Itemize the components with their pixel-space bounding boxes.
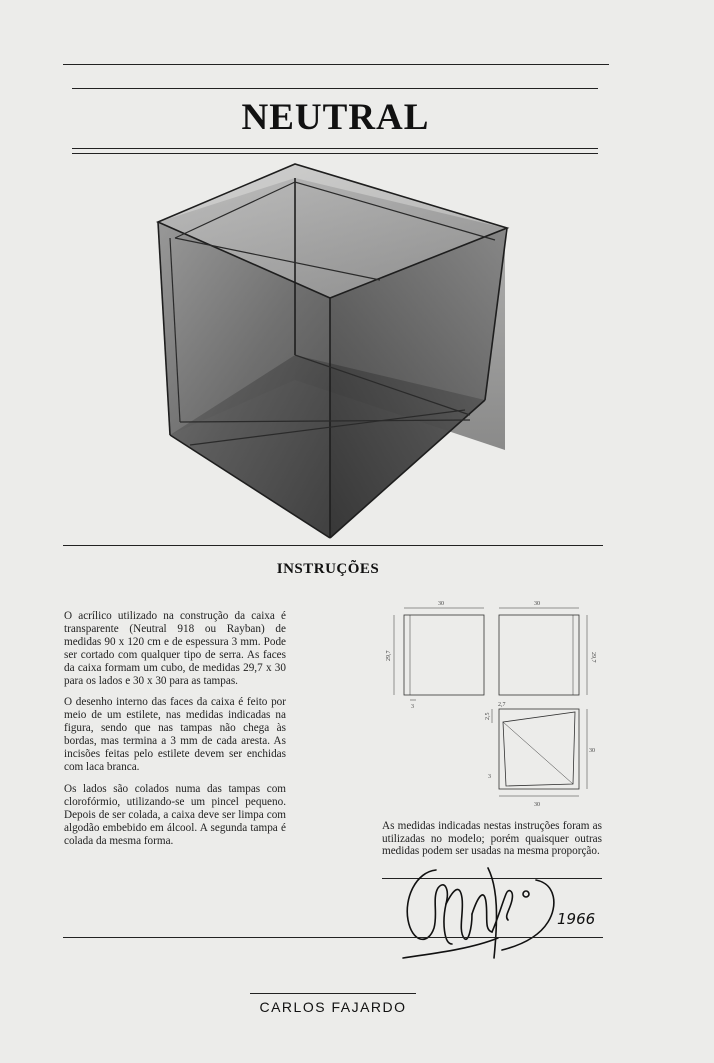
diagram-label-right-height: 29,7: [590, 652, 596, 663]
diagram-label-bottom-left-mark: 3: [411, 704, 414, 710]
diagram-label-top-right-width: 30: [534, 601, 540, 607]
top-rule-1: [63, 64, 609, 65]
author-rule: [250, 993, 416, 994]
diagram-label-left-height: 29,7: [386, 650, 392, 661]
section-rule: [63, 545, 603, 546]
instructions-text: [64, 610, 286, 856]
diagram-label-top-left-width: 30: [438, 601, 444, 607]
instructions-paragraph-2: O desenho interno das faces da caixa é feito por meio de um estilete, nas medidas indicadas na figura, sendo que nas tampas não chega às bordas, mas termina a 3 mm de cada aresta. As incisões feitas pelo estilete devem ser enchidas com laca branca.: [64, 696, 286, 773]
signature-year: 1966: [557, 910, 596, 928]
measurement-note: As medidas indicadas nestas instruções foram as utilizadas no modelo; porém quaisquer outras medidas podem ser usadas na mesma proporção.: [382, 820, 602, 857]
instructions-heading: INSTRUÇÕES: [276, 561, 380, 577]
diagram-label-bottom-square-top-left: 2,7: [498, 702, 506, 708]
page-title: NEUTRAL: [241, 97, 430, 138]
diagram-label-bottom-square-width: 30: [534, 802, 540, 808]
measurement-diagram: [382, 596, 614, 811]
instructions-paragraph-3: Os lados são colados numa das tampas com clorofórmio, utilizando-se um pincel pequeno. Depois de ser colada, a caixa deve ser limpa com algodão embebido em álcool. A segunda tampa é colada da mesma forma.: [64, 782, 286, 847]
top-rule-2: [72, 88, 598, 89]
instructions-paragraph-1: O acrílico utilizado na construção da caixa é transparente (Neutral 918 ou Rayban) de medidas 90 x 120 cm e de espessura 3 mm. Pode ser cortado com qualquer tipo de serra. As faces da caixa formam um cubo, de medidas 29,7 x 30 para os lados e 30 x 30 para as tampas.: [64, 610, 286, 687]
title-rule-1: [72, 148, 598, 149]
diagram-label-bottom-square-right: 30: [589, 748, 595, 754]
diagram-label-bottom-square-left-side: 2,5: [485, 712, 491, 720]
title-rule-2: [72, 153, 598, 154]
acrylic-cube-illustration: [150, 160, 515, 540]
bottom-rule: [63, 937, 603, 938]
author-name: CARLOS FAJARDO: [259, 999, 407, 1015]
diagram-label-bottom-square-left-mark: 3: [488, 774, 491, 780]
